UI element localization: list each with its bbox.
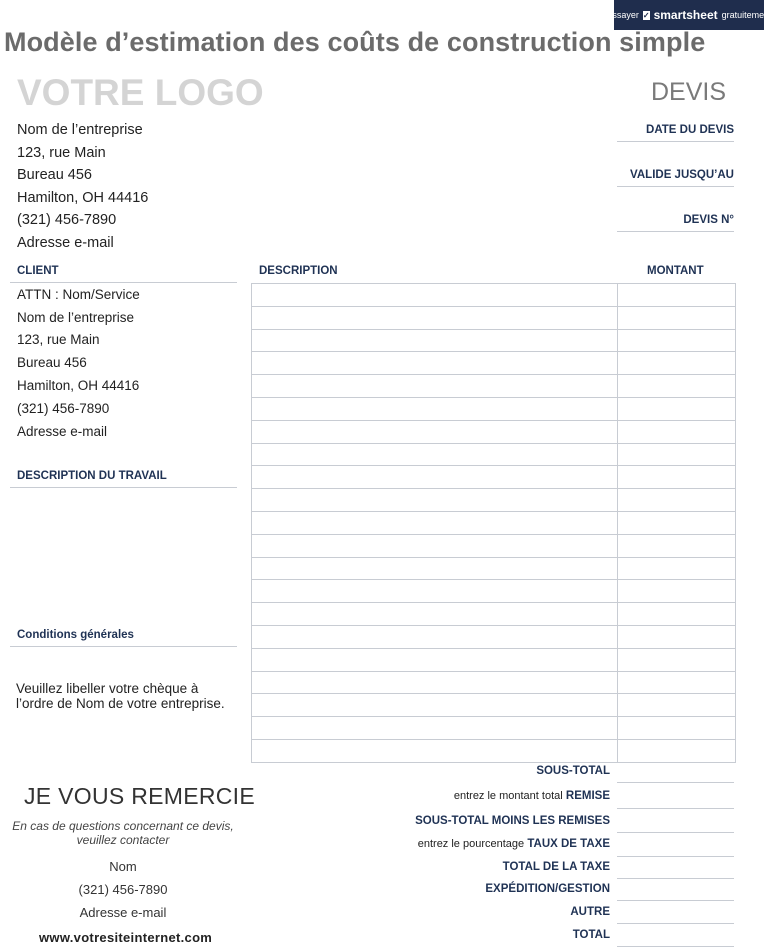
description-cell[interactable] [252,649,618,671]
amount-cell[interactable] [618,717,735,739]
amount-cell[interactable] [618,603,735,625]
page-title: Modèle d’estimation des coûts de construction simple [4,27,706,57]
contact-email: Adresse e-mail [79,905,167,920]
amount-cell[interactable] [618,444,735,466]
other-label [570,906,610,918]
table-row [252,740,735,763]
description-cell[interactable] [252,740,618,762]
amount-cell[interactable] [618,466,735,488]
tax-rate-field[interactable] [617,856,734,857]
table-row [252,352,735,375]
description-cell[interactable] [252,352,618,374]
description-cell[interactable] [252,603,618,625]
subtotal-field[interactable] [617,782,734,783]
description-cell[interactable] [252,330,618,352]
tax-total-label [503,861,610,873]
discount-hint: entrez le montant total [453,790,563,802]
client-suite: Bureau 456 [17,355,87,370]
description-cell[interactable] [252,580,618,602]
table-row [252,489,735,512]
shipping-text: EXPÉDITION/GESTION [485,883,610,895]
table-row [252,717,735,740]
client-header-rule [10,282,237,283]
banner-brand: smartsheet [653,8,718,22]
table-row [252,535,735,558]
amount-cell[interactable] [618,284,735,306]
client-attn: ATTN : Nom/Service [17,287,140,302]
description-header: DESCRIPTION [259,265,338,277]
subtotal-text: SOUS-TOTAL [536,765,610,777]
table-row [252,626,735,649]
amount-cell[interactable] [618,580,735,602]
tax-rate-text: TAUX DE TAXE [527,838,610,850]
description-cell[interactable] [252,466,618,488]
table-row [252,466,735,489]
table-row [252,580,735,603]
website-link[interactable]: www.votresiteinternet.com [39,930,213,945]
client-street: 123, rue Main [17,332,100,347]
table-row [252,284,735,307]
job-description-rule [10,487,237,488]
company-name: Nom de l’entreprise [17,122,143,138]
company-email: Adresse e-mail [17,235,114,251]
quote-number-field[interactable] [617,231,734,232]
client-phone: (321) 456-7890 [17,401,110,416]
smartsheet-logo-icon: ✓ [642,10,650,20]
subtotal-less-text: SOUS-TOTAL MOINS LES REMISES [415,815,610,827]
discount-field[interactable] [617,808,734,809]
other-field[interactable] [617,923,734,924]
banner-pre: Essayer [606,10,639,20]
table-row [252,603,735,626]
valid-until-field[interactable] [617,186,734,187]
thank-you-heading: JE VOUS REMERCIE [24,783,256,809]
total-label [573,929,610,941]
company-city: Hamilton, OH 44416 [17,190,149,206]
company-street: 123, rue Main [17,145,106,161]
amount-cell[interactable] [618,740,735,762]
amount-cell[interactable] [618,352,735,374]
description-cell[interactable] [252,284,618,306]
shipping-label [485,883,610,895]
valid-until-label: VALIDE JUSQU’AU [630,169,734,181]
terms-text: Veuillez libeller votre chèque à l’ordre de Nom de votre entreprise. [16,681,225,711]
tax-rate-label [418,838,610,850]
contact-note: En cas de questions concernant ce devis, veuillez contacter [12,819,234,847]
client-header: CLIENT [17,265,59,277]
terms-header: Conditions générales [17,629,134,641]
description-cell[interactable] [252,535,618,557]
description-cell[interactable] [252,717,618,739]
table-row [252,512,735,535]
amount-cell[interactable] [618,421,735,443]
table-row [252,558,735,581]
client-city: Hamilton, OH 44416 [17,378,140,393]
description-cell[interactable] [252,672,618,694]
table-row [252,421,735,444]
description-cell[interactable] [252,307,618,329]
other-text: AUTRE [570,906,610,918]
client-name: Nom de l’entreprise [17,310,135,325]
shipping-field[interactable] [617,900,734,901]
job-description-header: DESCRIPTION DU TRAVAIL [17,470,167,482]
amount-cell[interactable] [618,398,735,420]
smartsheet-banner[interactable] [606,0,772,30]
subtotal-less-label [415,815,610,827]
amount-cell[interactable] [618,649,735,671]
terms-rule [10,646,237,647]
company-phone: (321) 456-7890 [17,212,117,228]
description-cell[interactable] [252,489,618,511]
amount-cell[interactable] [618,512,735,534]
description-cell[interactable] [252,558,618,580]
banner-post: gratuitement [721,10,772,20]
subtotal-less-field[interactable] [617,832,734,833]
description-cell[interactable] [252,444,618,466]
table-row [252,398,735,421]
description-cell[interactable] [252,694,618,716]
quote-date-field[interactable] [617,141,734,142]
amount-cell[interactable] [618,558,735,580]
total-text: TOTAL [572,929,610,941]
logo-placeholder: VOTRE LOGO [17,72,264,113]
tax-total-text: TOTAL DE LA TAXE [502,861,610,873]
discount-text: REMISE [565,790,610,802]
contact-phone: (321) 456-7890 [78,882,168,897]
table-row [252,649,735,672]
amount-cell[interactable] [618,330,735,352]
tax-hint: entrez le pourcentage [417,838,525,850]
table-row [252,672,735,695]
table-row [252,444,735,467]
description-cell[interactable] [252,512,618,534]
line-items-table [251,283,736,763]
quote-number-label: DEVIS N° [683,214,734,226]
discount-label [454,790,610,802]
description-cell[interactable] [252,375,618,397]
amount-cell[interactable] [618,672,735,694]
table-row [252,375,735,398]
quote-date-label: DATE DU DEVIS [646,124,734,136]
total-field[interactable] [617,946,734,947]
amount-cell[interactable] [618,535,735,557]
amount-cell[interactable] [618,626,735,648]
amount-cell[interactable] [618,489,735,511]
company-suite: Bureau 456 [17,167,92,183]
amount-header: MONTANT [647,265,704,277]
document-type: DEVIS [650,78,726,106]
table-row [252,694,735,717]
contact-name: Nom [109,859,137,874]
tax-total-field[interactable] [617,878,734,879]
description-cell[interactable] [252,626,618,648]
client-email: Adresse e-mail [17,424,108,439]
table-row [252,307,735,330]
amount-cell[interactable] [618,307,735,329]
amount-cell[interactable] [618,694,735,716]
amount-cell[interactable] [618,375,735,397]
table-row [252,330,735,353]
description-cell[interactable] [252,398,618,420]
subtotal-label [536,765,610,777]
description-cell[interactable] [252,421,618,443]
